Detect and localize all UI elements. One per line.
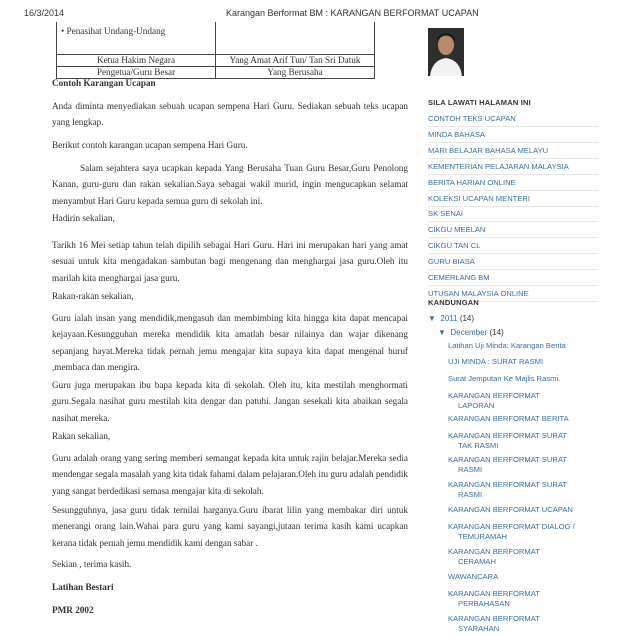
bullet-text: Penasihat Undang-Undang [66, 26, 166, 36]
archive-post-link[interactable] [448, 455, 598, 475]
table-row [57, 55, 375, 67]
archive-post-link[interactable] [448, 505, 598, 515]
table-cell: Yang Berusaha [216, 67, 375, 79]
archive-post-link[interactable] [448, 572, 598, 582]
archive-post-line: KARANGAN BERFORMAT SURAT [448, 455, 567, 464]
paragraph: Guru adalah orang yang sering memberi semangat kepada kita untuk rajin belajar.Mereka sedia mendengar segala masalah yang kita tidak fahami dalam pelajaran.Oleh itu guru adalah pendidik yang sangat berdedikasi semasa mengajar kita di sekolah. [52, 453, 408, 496]
archive-post-link[interactable] [448, 480, 598, 500]
paragraph: Salam sejahtera saya ucapkan kepada Yang Berusaha Tuan Guru Besar,Guru Penolong Kanan, guru-guru dan rakan sekalian.Saya sebagai wakil murid, ingin mengucapkan selamat menyambut Hari Guru kepada semua guru di sekolah ini. [52, 163, 408, 206]
archive-post-line: KARANGAN BERFORMAT [448, 589, 540, 598]
print-date: 16/3/2014 [24, 8, 65, 18]
archive-month[interactable] [438, 328, 504, 337]
archive-post-line: Latihan Uji Minda: Karangan Berita [448, 341, 566, 350]
paragraph: Hadirin sekalian, [52, 213, 115, 223]
archive-post-line: CERAMAH [458, 557, 496, 566]
archive-post-link[interactable] [448, 414, 598, 424]
table-cell: Pengetua/Guru Besar [57, 67, 216, 79]
archive-month-label: December [450, 328, 488, 337]
paragraph: Rakan-rakan sekalian, [52, 291, 134, 301]
sidebar-link[interactable]: KOLEKSI UCAPAN MENTERI [428, 191, 598, 207]
archive-post-line: RASMI [458, 465, 483, 474]
section-heading: Latihan Bestari [52, 582, 114, 592]
archive-post-link[interactable] [448, 357, 598, 367]
archive-post-line: KARANGAN BERFORMAT [448, 547, 540, 556]
archive-post-link[interactable] [448, 341, 598, 351]
archive-post-line: TAK RASMI [458, 441, 499, 450]
archive-post-line: KARANGAN BERFORMAT UCAPAN [448, 505, 573, 514]
table-cell-bullet: • Penasihat Undang-Undang [57, 22, 216, 55]
sidebar-link[interactable]: BERITA HARIAN ONLINE [428, 175, 598, 191]
paragraph: Berikut contoh karangan ucapan sempena Hari Guru. [52, 140, 248, 150]
archive-post-line: KARANGAN BERFORMAT [448, 614, 540, 623]
archive-year-count: (14) [459, 314, 475, 323]
archive-post-line: KARANGAN BERFORMAT BERITA [448, 414, 569, 423]
paragraph: Guru ialah insan yang mendidik,mengasuh dan membimbing kita hingga kita dapat mencapai kejayaan.Kesungguhan mereka mendidik kita amatlah besar nilainya dan wajar dikenang sepanjang hayat.Mereka tidak pernah jemu mengajar kita supaya kita dapat mengenal huruf ,membaca dan mengira. [52, 313, 408, 373]
profile-photo-graphic [428, 28, 464, 76]
print-title: Karangan Berformat BM : KARANGAN BERFORMAT UCAPAN [226, 8, 479, 18]
archive-year-label: 2011 [440, 314, 458, 323]
archive-heading: KANDUNGAN [428, 298, 479, 307]
paragraph: Anda diminta menyediakan sebuah ucapan sempena Hari Guru. Sediakan sebuah teks ucapan yang lengkap. [52, 101, 408, 128]
sidebar-link[interactable]: MARI BELAJAR BAHASA MELAYU [428, 143, 598, 159]
paragraph: Guru juga merupakan ibu bapa kepada kita di sekolah. Oleh itu, kita mestilah menghormati guru.Segala nasihat guru mestilah kita dengar dan patuhi. Jangan sesekali kita abaikan segala nasihat mereka. [52, 380, 408, 423]
sidebar-link[interactable]: CONTOH TEKS UCAPAN [428, 111, 598, 127]
archive-month-count: (14) [489, 328, 504, 337]
archive-post-line: KARANGAN BERFORMAT SURAT [448, 480, 567, 489]
archive-post-line: LAPORAN [458, 401, 495, 410]
archive-year[interactable] [428, 314, 474, 323]
sidebar-link[interactable]: MINDA BAHASA [428, 127, 598, 143]
archive-post-line: Surat Jemputan Ke Majlis Rasmi. [448, 374, 561, 383]
paragraph: Sesungguhnya, jasa guru tidak ternilai harganya.Guru ibarat lilin yang membakar diri untuk menerangi orang lain.Wahai para guru yang kami sayangi,jutaan terima kasih kami ucapkan kerana tidak pernah jemu mendidik kami dengan sabar . [52, 505, 408, 548]
archive-post-line: SYARAHAN [458, 624, 500, 633]
archive-post-link[interactable] [448, 374, 598, 384]
archive-post-link[interactable] [448, 547, 598, 567]
paragraph: Tarikh 16 Mei setiap tahun telah dipilih sebagai Hari Guru. Hari ini merupakan hari yang amat sesuai untuk kita mengadakan sambutan bagi mengenang dan menghargai jasa guru.Oleh itu marilah kita menghargai jasa guru. [52, 240, 408, 283]
sidebar-link[interactable]: CEMERLANG BM [428, 270, 598, 286]
archive-post-line: UJI MINDA : SURAT RASMI [448, 357, 544, 366]
links-heading: SILA LAWATI HALAMAN INI [428, 98, 531, 107]
paragraph: Rakan sekalian, [52, 431, 111, 441]
paragraph: Sekian , terima kasih. [52, 559, 132, 569]
sidebar-link[interactable]: UTUSAN MALAYSIA ONLINE [428, 286, 598, 302]
archive-post-link[interactable] [448, 614, 598, 634]
archive-post-line: WAWANCARA [448, 572, 499, 581]
archive-post-line: PERBAHASAN [458, 599, 510, 608]
article-heading: Contoh Karangan Ucapan [52, 78, 156, 88]
sidebar-link[interactable]: KEMENTERIAN PELAJARAN MALAYSIA [428, 159, 598, 175]
collapse-triangle-icon: ▼ [428, 314, 436, 323]
archive-post-line: KARANGAN BERFORMAT [448, 391, 540, 400]
print-header [0, 0, 638, 20]
archive-post-line: KARANGAN BERFORMAT SURAT [448, 431, 567, 440]
profile-photo[interactable] [428, 28, 464, 76]
archive-post-line: RASMI [458, 490, 483, 499]
table-cell-empty [216, 22, 375, 55]
sidebar-link[interactable]: SK SENAI [428, 206, 598, 222]
archive-post-link[interactable] [448, 431, 598, 451]
collapse-triangle-icon: ▼ [438, 328, 446, 337]
archive-post-link[interactable] [448, 522, 598, 542]
sidebar-link[interactable]: CIKGU MEELAN [428, 222, 598, 238]
sidebar-link[interactable]: GURU BIASA [428, 254, 598, 270]
archive-post-line: KARANGAN BERFORMAT DIALOG / [448, 522, 575, 531]
titles-table [56, 22, 375, 79]
archive-post-link[interactable] [448, 589, 598, 609]
archive-post-link[interactable] [448, 391, 598, 411]
table-cell: Yang Amat Arif Tun/ Tan Sri Datuk [216, 55, 375, 67]
sidebar-link[interactable]: CIKGU TAN CL [428, 238, 598, 254]
archive-post-line: TEMURAMAH [458, 532, 507, 541]
section-heading: PMR 2002 [52, 605, 94, 615]
table-cell: Ketua Hakim Negara [57, 55, 216, 67]
